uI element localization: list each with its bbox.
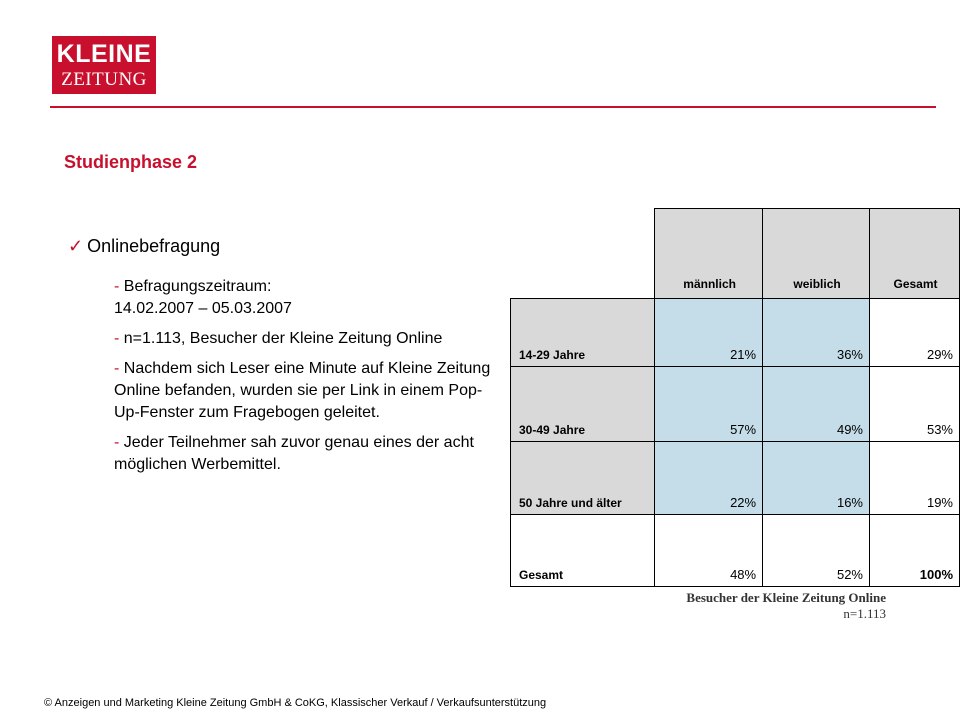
row-label: 30-49 Jahre: [511, 367, 655, 442]
footer-copyright: © Anzeigen und Marketing Kleine Zeitung GmbH & CoKG, Klassischer Verkauf / Verkaufsunterstützung: [44, 697, 547, 709]
row-label: 50 Jahre und älter: [511, 442, 655, 515]
table-cell: 22%: [655, 442, 763, 515]
table-cell: 29%: [870, 299, 960, 367]
table-header-row: [511, 209, 960, 299]
row-label: Gesamt: [511, 515, 655, 587]
demographics-table: [510, 208, 960, 587]
bullet-text-date-range: 14.02.2007 – 05.03.2007: [114, 300, 292, 317]
bullet-dash: -: [114, 330, 120, 347]
bullet-text: Nachdem sich Leser eine Minute auf Kleine Zeitung Online befanden, wurden sie per Link in einem Pop-Up-Fenster zum Fragebogen geleitet.: [114, 360, 491, 421]
bullet-item: [114, 432, 506, 476]
bullet-item: [114, 358, 506, 424]
table-corner-cell: [511, 209, 655, 299]
table-cell: 36%: [763, 299, 870, 367]
bullet-text: Befragungszeitraum:: [123, 278, 272, 295]
bullet-dash: -: [114, 434, 120, 451]
table-row-total: [511, 515, 960, 587]
bullet-item: [114, 328, 506, 350]
column-header: Gesamt: [870, 209, 960, 299]
bullet-list: [114, 276, 506, 484]
table-row: [511, 442, 960, 515]
checklist-item-label: Onlinebefragung: [87, 236, 221, 256]
table-cell-grand-total: 100%: [870, 515, 960, 587]
column-header: weiblich: [763, 209, 870, 299]
table-cell: 57%: [655, 367, 763, 442]
bullet-dash: -: [114, 360, 120, 377]
page-title: Studienphase 2: [64, 152, 198, 172]
header-divider: [50, 106, 936, 108]
table-cell: 21%: [655, 299, 763, 367]
checkmark-icon: ✓: [68, 236, 84, 256]
table-row: [511, 367, 960, 442]
table-cell: 49%: [763, 367, 870, 442]
logo-line-2: ZEITUNG: [61, 68, 147, 90]
kleine-zeitung-logo: [52, 36, 156, 94]
bullet-item: [114, 276, 506, 320]
bullet-text: Jeder Teilnehmer sah zuvor genau eines der acht möglichen Werbemittel.: [114, 434, 474, 473]
table-cell: 19%: [870, 442, 960, 515]
caption-source: Besucher der Kleine Zeitung Online: [686, 590, 886, 605]
table-cell: 52%: [763, 515, 870, 587]
table-cell: 53%: [870, 367, 960, 442]
logo-line-1: KLEINE: [56, 39, 152, 68]
checklist-item: [68, 236, 220, 257]
row-label: 14-29 Jahre: [511, 299, 655, 367]
table-row: [511, 299, 960, 367]
bullet-dash: -: [114, 278, 120, 295]
table-cell: 48%: [655, 515, 763, 587]
caption-sample-size: n=1.113: [843, 606, 886, 621]
column-header: männlich: [655, 209, 763, 299]
table-caption: [686, 590, 886, 622]
bullet-text: n=1.113, Besucher der Kleine Zeitung Online: [123, 330, 443, 347]
table-cell: 16%: [763, 442, 870, 515]
